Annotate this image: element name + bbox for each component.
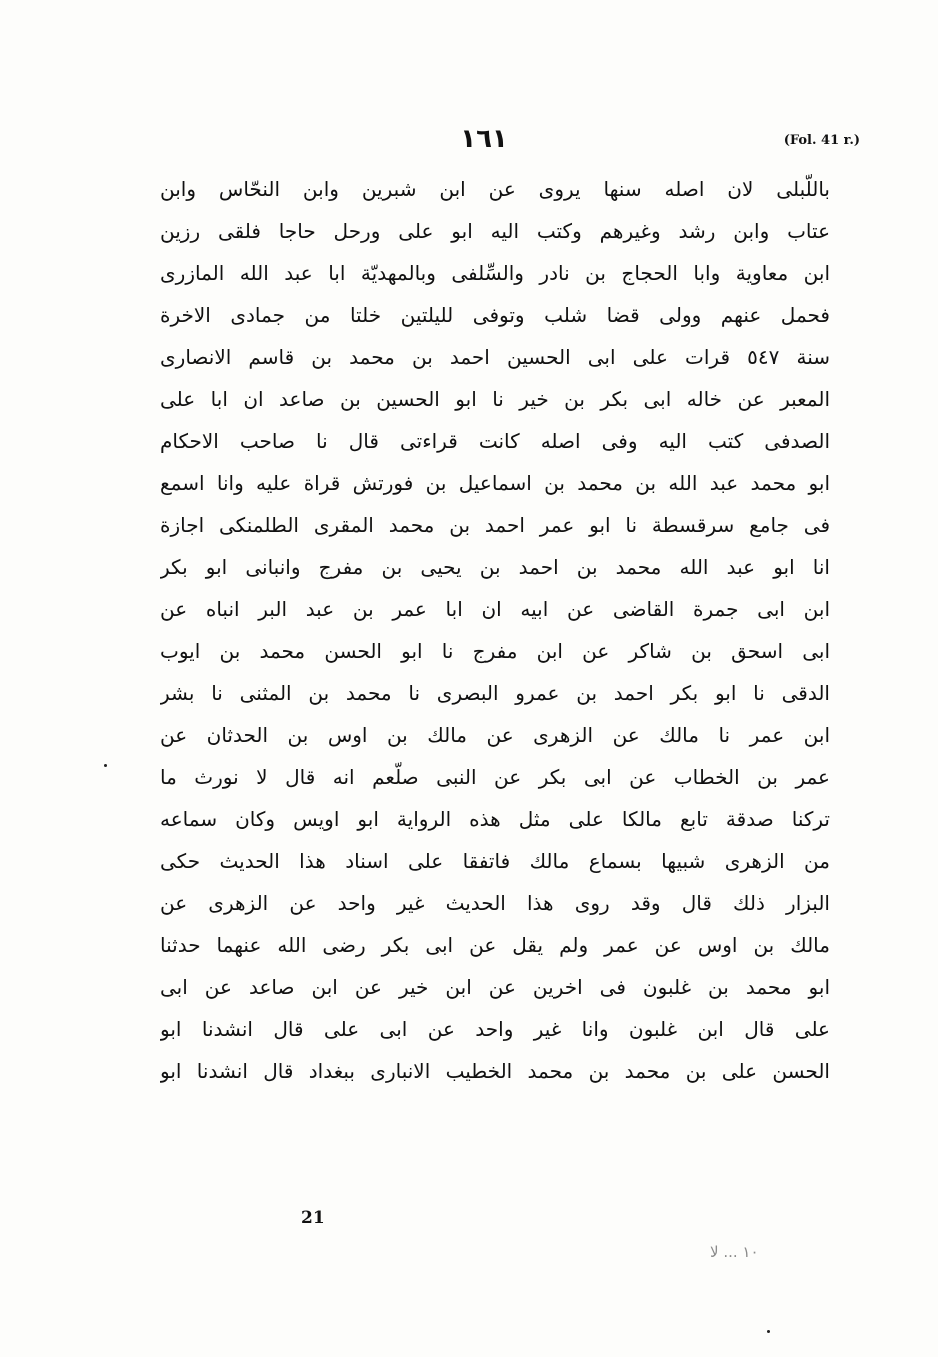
text-line: الدقى نا ابو بكر احمد بن عمرو البصرى نا محمد بن المثنى نا بشر xyxy=(160,681,830,705)
text-line: مالك بن اوس عن عمر ولم يقل عن ابى بكر رضى الله عنهما حدثنا xyxy=(160,933,830,957)
text-line: فى جامع سرقسطة نا ابو عمر احمد بن محمد المقرى الطلمنكى اجازة xyxy=(160,513,830,537)
text-line: انا ابو عبد الله محمد بن احمد بن يحيى بن مفرج وانبانى ابو بكر xyxy=(160,555,830,579)
arabic-text-block xyxy=(160,168,830,1092)
ink-speck xyxy=(767,1330,770,1333)
text-line: المعبر عن خاله ابى بكر بن خير نا ابو الحسين بن صاعد ان ابا على xyxy=(160,387,830,411)
text-line: فحمل عنهم وولى قضا شلب وتوفى لليلتين خلتا من جمادى الاخرة xyxy=(160,303,830,327)
faint-bleed-through-text: ١٠ ... لا xyxy=(710,1243,759,1261)
text-line: الصدفى كتب اليه وفى اصله كانت قراءتى قال نا صاحب الاحكام xyxy=(160,429,830,453)
text-line: تركنا صدقة تابع مالكا على مثل هذه الرواية ابو اويس وكان سماعه xyxy=(160,807,830,831)
folio-reference: (Fol. 41 r.) xyxy=(783,133,860,148)
arabic-page-number: ١٦١ xyxy=(460,124,508,154)
text-line: عتاب وابن رشد وغيرهم وكتب اليه ابو على ورحل حاجا فلقى رزين xyxy=(160,219,830,243)
text-line: على قال ابن غلبون وانا غير واحد عن ابى على قال انشدنا ابو xyxy=(160,1017,830,1041)
text-line: عمر بن الخطاب عن ابى بكر عن النبى صلّعم انه قال لا نورث ما xyxy=(160,765,830,789)
signature-number: 21 xyxy=(301,1208,325,1228)
text-line: ابى اسحق بن شاكر عن ابن مفرج نا ابو الحسن محمد بن ايوب xyxy=(160,639,830,663)
text-line: الحسن على بن محمد بن محمد الخطيب الانبارى ببغداد قال انشدنا ابو xyxy=(160,1059,830,1083)
text-line: من الزهرى شبيها بسماع مالك فاتفقا على اسناد هذا الحديث حكى xyxy=(160,849,830,873)
text-line: ابو محمد بن غلبون فى اخرين عن ابن خير عن ابن صاعد عن ابى xyxy=(160,975,830,999)
ink-speck xyxy=(104,764,107,767)
text-line: ابن ابى جمرة القاضى عن ابيه ان ابا عمر بن عبد البر انباه عن xyxy=(160,597,830,621)
text-line: ابن عمر نا مالك عن الزهرى عن مالك بن اوس بن الحدثان عن xyxy=(160,723,830,747)
text-line: ابو محمد عبد الله بن محمد بن اسماعيل بن فورتش قراة عليه وانا اسمع xyxy=(160,471,830,495)
text-line: باللّبلى لان اصله سنها يروى عن ابن شبرين وابن النحّاس وابن xyxy=(160,177,830,201)
text-line: سنة ٥٤٧ قرات على ابى الحسين احمد بن محمد بن قاسم الانصارى xyxy=(160,345,830,369)
text-line: ابن معاوية وابا الحجاج بن نادر والسِّلفى وبالمهديّة ابا عبد الله المازرى xyxy=(160,261,830,285)
text-line: البزار ذلك قال وقد روى هذا الحديث غير واحد عن الزهرى عن xyxy=(160,891,830,915)
